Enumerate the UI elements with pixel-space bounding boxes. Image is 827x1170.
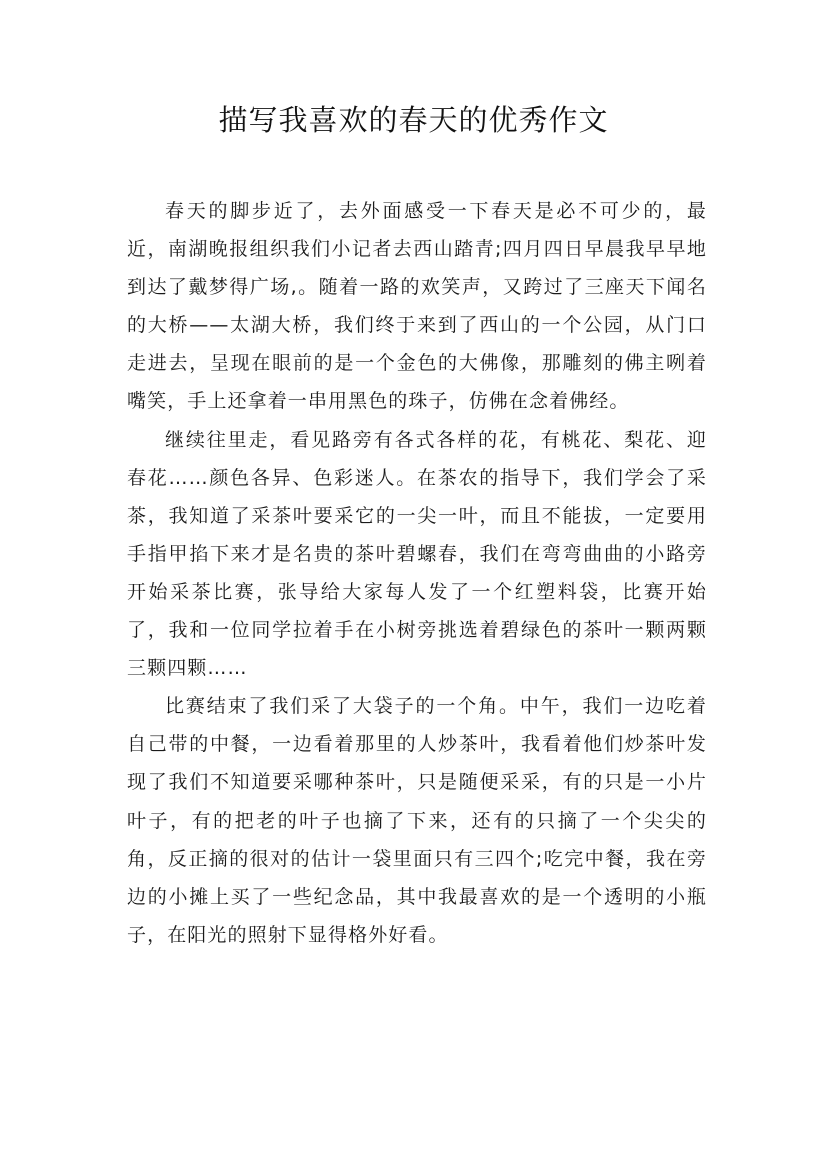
- paragraph-2: 继续往里走，看见路旁有各式各样的花，有桃花、梨花、迎春花……颜色各异、色彩迷人。在茶农的指导下，我们学会了采茶，我知道了采茶叶要采它的一尖一叶，而且不能拔，一定要用手指甲掐下来才是名贵的茶叶碧螺春，我们在弯弯曲曲的小路旁开始采茶比赛，张导给大家每人发了一个红塑料袋，比赛开始了，我和一位同学拉着手在小树旁挑选着碧绿色的茶叶一颗两颗三颗四颗……: [127, 428, 707, 680]
- paragraph-1: 春天的脚步近了，去外面感受一下春天是必不可少的，最近，南湖晚报组织我们小记者去西山踏青;四月四日早晨我早早地到达了戴梦得广场,。随着一路的欢笑声，又跨过了三座天下闻名的大桥——太湖大桥，我们终于来到了西山的一个公园，从门口走进去，呈现在眼前的是一个金色的大佛像，那雕刻的佛主咧着嘴笑，手上还拿着一串用黑色的珠子，仿佛在念着佛经。: [127, 200, 707, 413]
- document-title: 描写我喜欢的春天的优秀作文: [218, 103, 609, 137]
- paragraph-3: 比赛结束了我们采了大袋子的一个角。中午，我们一边吃着自己带的中餐，一边看着那里的人炒茶叶，我看着他们炒茶叶发现了我们不知道要采哪种茶叶，只是随便采采，有的只是一小片叶子，有的把老的叶子也摘了下来，还有的只摘了一个尖尖的角，反正摘的很对的估计一袋里面只有三四个;吃完中餐，我在旁边的小摊上买了一些纪念品，其中我最喜欢的是一个透明的小瓶子，在阳光的照射下显得格外好看。: [127, 695, 707, 946]
- document-body: [127, 192, 707, 954]
